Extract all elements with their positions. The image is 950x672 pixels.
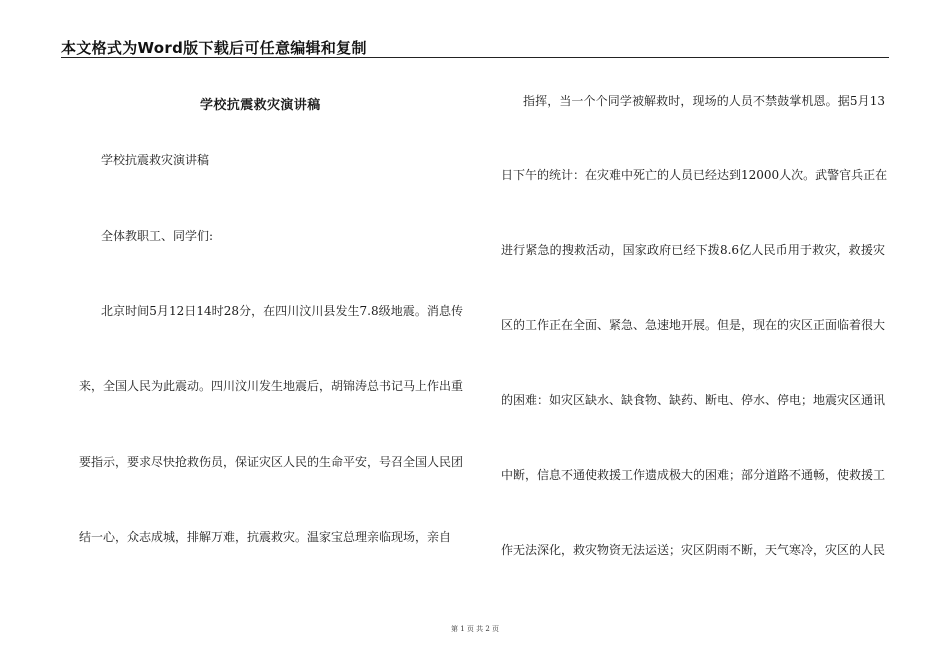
right-line-4: 区的工作正在全面、紧急、急速地开展。但是，现在的灾区正面临着很大	[501, 318, 886, 332]
right-line-3: 进行紧急的搜救活动，国家政府已经下拨8.6亿人民币用于救灾，救援灾	[501, 243, 885, 257]
right-line-7: 作无法深化，救灾物资无法运送；灾区阴雨不断，天气寒冷，灾区的人民	[501, 543, 886, 557]
right-line-1: 指挥，当一个个同学被解救时，现场的人员不禁鼓掌机恩。据5月13	[523, 94, 885, 108]
page-number: 第 1 页 共 2 页	[450, 625, 500, 633]
right-line-6: 中断，信息不通使救援工作遗成极大的困难；部分道路不通畅，使救援工	[501, 468, 886, 482]
left-line-3: 北京时间5月12日14时28分，在四川汶川县发生7.8级地震。消息传	[101, 304, 463, 318]
right-line-2: 日下午的统计：在灾难中死亡的人员已经达到12000人次。武警官兵正在	[501, 168, 888, 182]
header-divider	[61, 57, 889, 58]
document-title: 学校抗震救灾演讲稿	[200, 98, 321, 113]
left-line-4: 来，全国人民为此震动。四川汶川发生地震后，胡锦涛总书记马上作出重	[79, 379, 464, 393]
left-line-5: 要指示，要求尽快抢救伤员，保证灾区人民的生命平安，号召全国人民团	[79, 455, 464, 469]
left-line-1: 学校抗震救灾演讲稿	[101, 153, 210, 167]
right-line-5: 的困难：如灾区缺水、缺食物、缺药、断电、停水、停电；地震灾区通讯	[501, 393, 886, 407]
left-line-6: 结一心，众志成城，排解万难，抗震救灾。温家宝总理亲临现场，亲自	[79, 530, 452, 544]
document-header-title: 本文格式为Word版下载后可任意编辑和复制	[61, 39, 367, 57]
left-line-2: 全体教职工、同学们:	[101, 229, 214, 243]
